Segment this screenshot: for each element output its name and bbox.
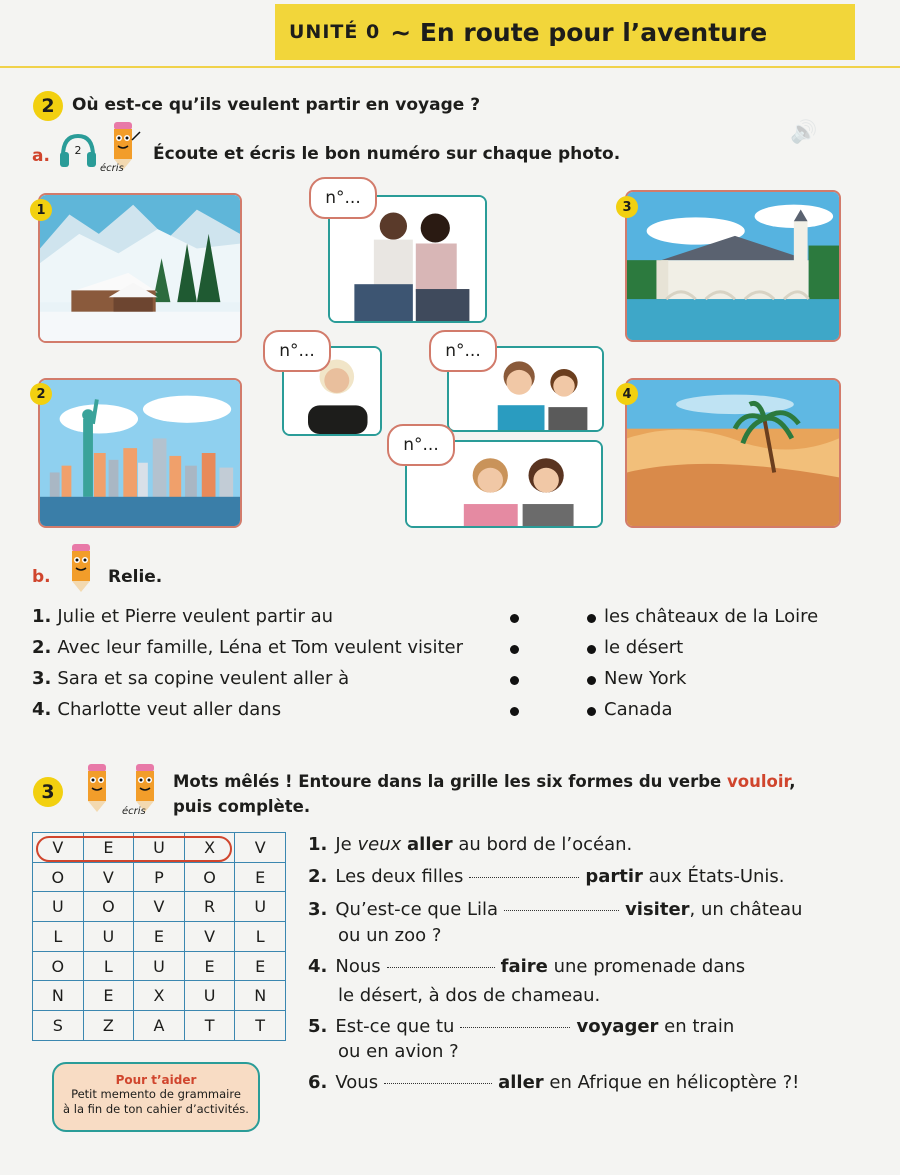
grid-cell[interactable]: U <box>235 892 286 922</box>
help-box-line: Petit memento de grammaire <box>71 1087 241 1101</box>
grid-cell[interactable]: O <box>83 892 134 922</box>
pencil-mascot-icon <box>78 760 118 816</box>
photo-3-number: 3 <box>616 196 638 218</box>
grid-cell[interactable]: L <box>235 922 286 952</box>
exercise-2-number: 2 <box>33 91 63 121</box>
grid-cell[interactable]: E <box>235 862 286 892</box>
help-box-title: Pour t’aider <box>115 1073 197 1087</box>
match-dot-left-2[interactable] <box>510 645 519 654</box>
photo-mountain-chalet <box>38 193 242 343</box>
grid-row <box>33 892 286 922</box>
grid-cell[interactable]: V <box>184 922 235 952</box>
part-a-instruction: Écoute et écris le bon numéro sur chaque photo. <box>153 144 621 164</box>
grid-cell[interactable]: U <box>134 833 185 863</box>
exercise-3-title-line2: puis complète. <box>173 797 311 816</box>
photo-desert <box>625 378 841 528</box>
grid-cell[interactable]: V <box>33 833 84 863</box>
grid-cell[interactable]: A <box>134 1011 185 1041</box>
grid-cell[interactable]: E <box>235 951 286 981</box>
grid-row <box>33 862 286 892</box>
match-right-2: le désert <box>604 637 684 658</box>
grid-row <box>33 922 286 952</box>
grid-cell[interactable]: P <box>134 862 185 892</box>
grid-cell[interactable]: U <box>184 981 235 1011</box>
grid-row <box>33 1011 286 1041</box>
header-rule <box>0 66 900 68</box>
match-left-3: 3. Sara et sa copine veulent aller à <box>32 668 350 689</box>
answer-blank[interactable] <box>469 877 579 878</box>
grid-cell[interactable]: T <box>235 1011 286 1041</box>
match-left-4: 4. Charlotte veut aller dans <box>32 699 282 720</box>
match-dot-right-2[interactable] <box>587 645 596 654</box>
bleed-through-text: 🔊 <box>790 120 818 145</box>
part-b-instruction: Relie. <box>108 567 163 587</box>
unit-banner <box>275 4 855 60</box>
grid-cell[interactable]: E <box>184 951 235 981</box>
match-dot-right-1[interactable] <box>587 614 596 623</box>
write-caption: écris <box>122 806 146 817</box>
grid-cell[interactable]: E <box>134 922 185 952</box>
grid-cell[interactable]: R <box>184 892 235 922</box>
exercise-3-number: 3 <box>33 777 63 807</box>
answer-blank[interactable] <box>384 1083 492 1084</box>
answer-blank[interactable] <box>504 910 619 911</box>
answer-blank[interactable] <box>387 967 495 968</box>
grid-cell[interactable]: N <box>235 981 286 1011</box>
match-right-1: les châteaux de la Loire <box>604 606 819 627</box>
photo-1-number: 1 <box>30 199 52 221</box>
help-box-line: à la fin de ton cahier d’activités. <box>63 1102 249 1116</box>
photo-2-number: 2 <box>30 383 52 405</box>
number-bubble[interactable]: n°... <box>429 330 497 372</box>
grid-cell[interactable]: Z <box>83 1011 134 1041</box>
match-left-2: 2. Avec leur famille, Léna et Tom veulent visiter <box>32 637 463 658</box>
match-dot-left-4[interactable] <box>510 707 519 716</box>
match-dot-left-3[interactable] <box>510 676 519 685</box>
match-dot-right-3[interactable] <box>587 676 596 685</box>
grid-cell[interactable]: O <box>33 951 84 981</box>
part-b-letter: b. <box>32 567 51 587</box>
photo-4-number: 4 <box>616 383 638 405</box>
sentence-5: 5. Est-ce que tu voyager en train <box>308 1016 735 1037</box>
exercise-3-title: Mots mêlés ! Entoure dans la grille les six formes du verbe vouloir, <box>173 772 796 791</box>
headphones-icon <box>58 132 98 170</box>
grid-cell[interactable]: S <box>33 1011 84 1041</box>
grid-cell[interactable]: X <box>184 833 235 863</box>
number-bubble[interactable]: n°... <box>309 177 377 219</box>
answer-blank[interactable] <box>460 1027 570 1028</box>
grid-row <box>33 951 286 981</box>
photo-chateau <box>625 190 841 342</box>
unit-prefix: UNITÉ 0 <box>289 21 381 43</box>
grid-cell[interactable]: L <box>83 951 134 981</box>
sentence-4: 4. Nous faire une promenade dans <box>308 956 746 977</box>
grid-cell[interactable]: V <box>83 862 134 892</box>
number-bubble[interactable]: n°... <box>387 424 455 466</box>
sentence-6: 6. Vous aller en Afrique en hélicoptère ?! <box>308 1072 800 1093</box>
sentence-3-line2: ou un zoo ? <box>338 925 442 946</box>
match-left-1: 1. Julie et Pierre veulent partir au <box>32 606 334 627</box>
grid-cell[interactable]: O <box>184 862 235 892</box>
sentence-1: 1. Je veux aller au bord de l’océan. <box>308 834 633 855</box>
verb-vouloir: vouloir <box>726 772 790 791</box>
unit-title: ~ En route pour l’aventure <box>390 17 768 47</box>
grid-cell[interactable]: U <box>33 892 84 922</box>
write-caption: écris <box>100 163 124 174</box>
match-right-3: New York <box>604 668 687 689</box>
grid-cell[interactable]: U <box>83 922 134 952</box>
grid-cell[interactable]: L <box>33 922 84 952</box>
grid-cell[interactable]: X <box>134 981 185 1011</box>
grid-cell[interactable]: N <box>33 981 84 1011</box>
match-dot-left-1[interactable] <box>510 614 519 623</box>
grid-cell[interactable]: U <box>134 951 185 981</box>
sentence-2: 2. Les deux filles partir aux États-Unis. <box>308 866 785 887</box>
pencil-mascot-icon <box>62 540 102 596</box>
sentence-4-line2: le désert, à dos de chameau. <box>338 985 601 1006</box>
photo-new-york <box>38 378 242 528</box>
grid-cell[interactable]: O <box>33 862 84 892</box>
found-word-circle <box>36 836 232 862</box>
number-bubble[interactable]: n°... <box>263 330 331 372</box>
exercise-2-title: Où est-ce qu’ils veulent partir en voyage ? <box>72 95 481 115</box>
word-search-grid <box>32 832 286 1041</box>
grid-cell[interactable]: V <box>134 892 185 922</box>
sentence-5-line2: ou en avion ? <box>338 1041 459 1062</box>
part-a-letter: a. <box>32 146 50 166</box>
match-right-4: Canada <box>604 699 673 720</box>
grid-cell[interactable]: E <box>83 981 134 1011</box>
grid-cell[interactable]: E <box>83 833 134 863</box>
match-dot-right-4[interactable] <box>587 707 596 716</box>
grid-cell[interactable]: T <box>184 1011 235 1041</box>
help-box <box>52 1062 260 1132</box>
grid-cell[interactable]: V <box>235 833 286 863</box>
audio-track-number: 2 <box>74 144 82 157</box>
grid-row <box>33 981 286 1011</box>
sentence-3: 3. Qu’est-ce que Lila visiter, un château <box>308 899 803 920</box>
